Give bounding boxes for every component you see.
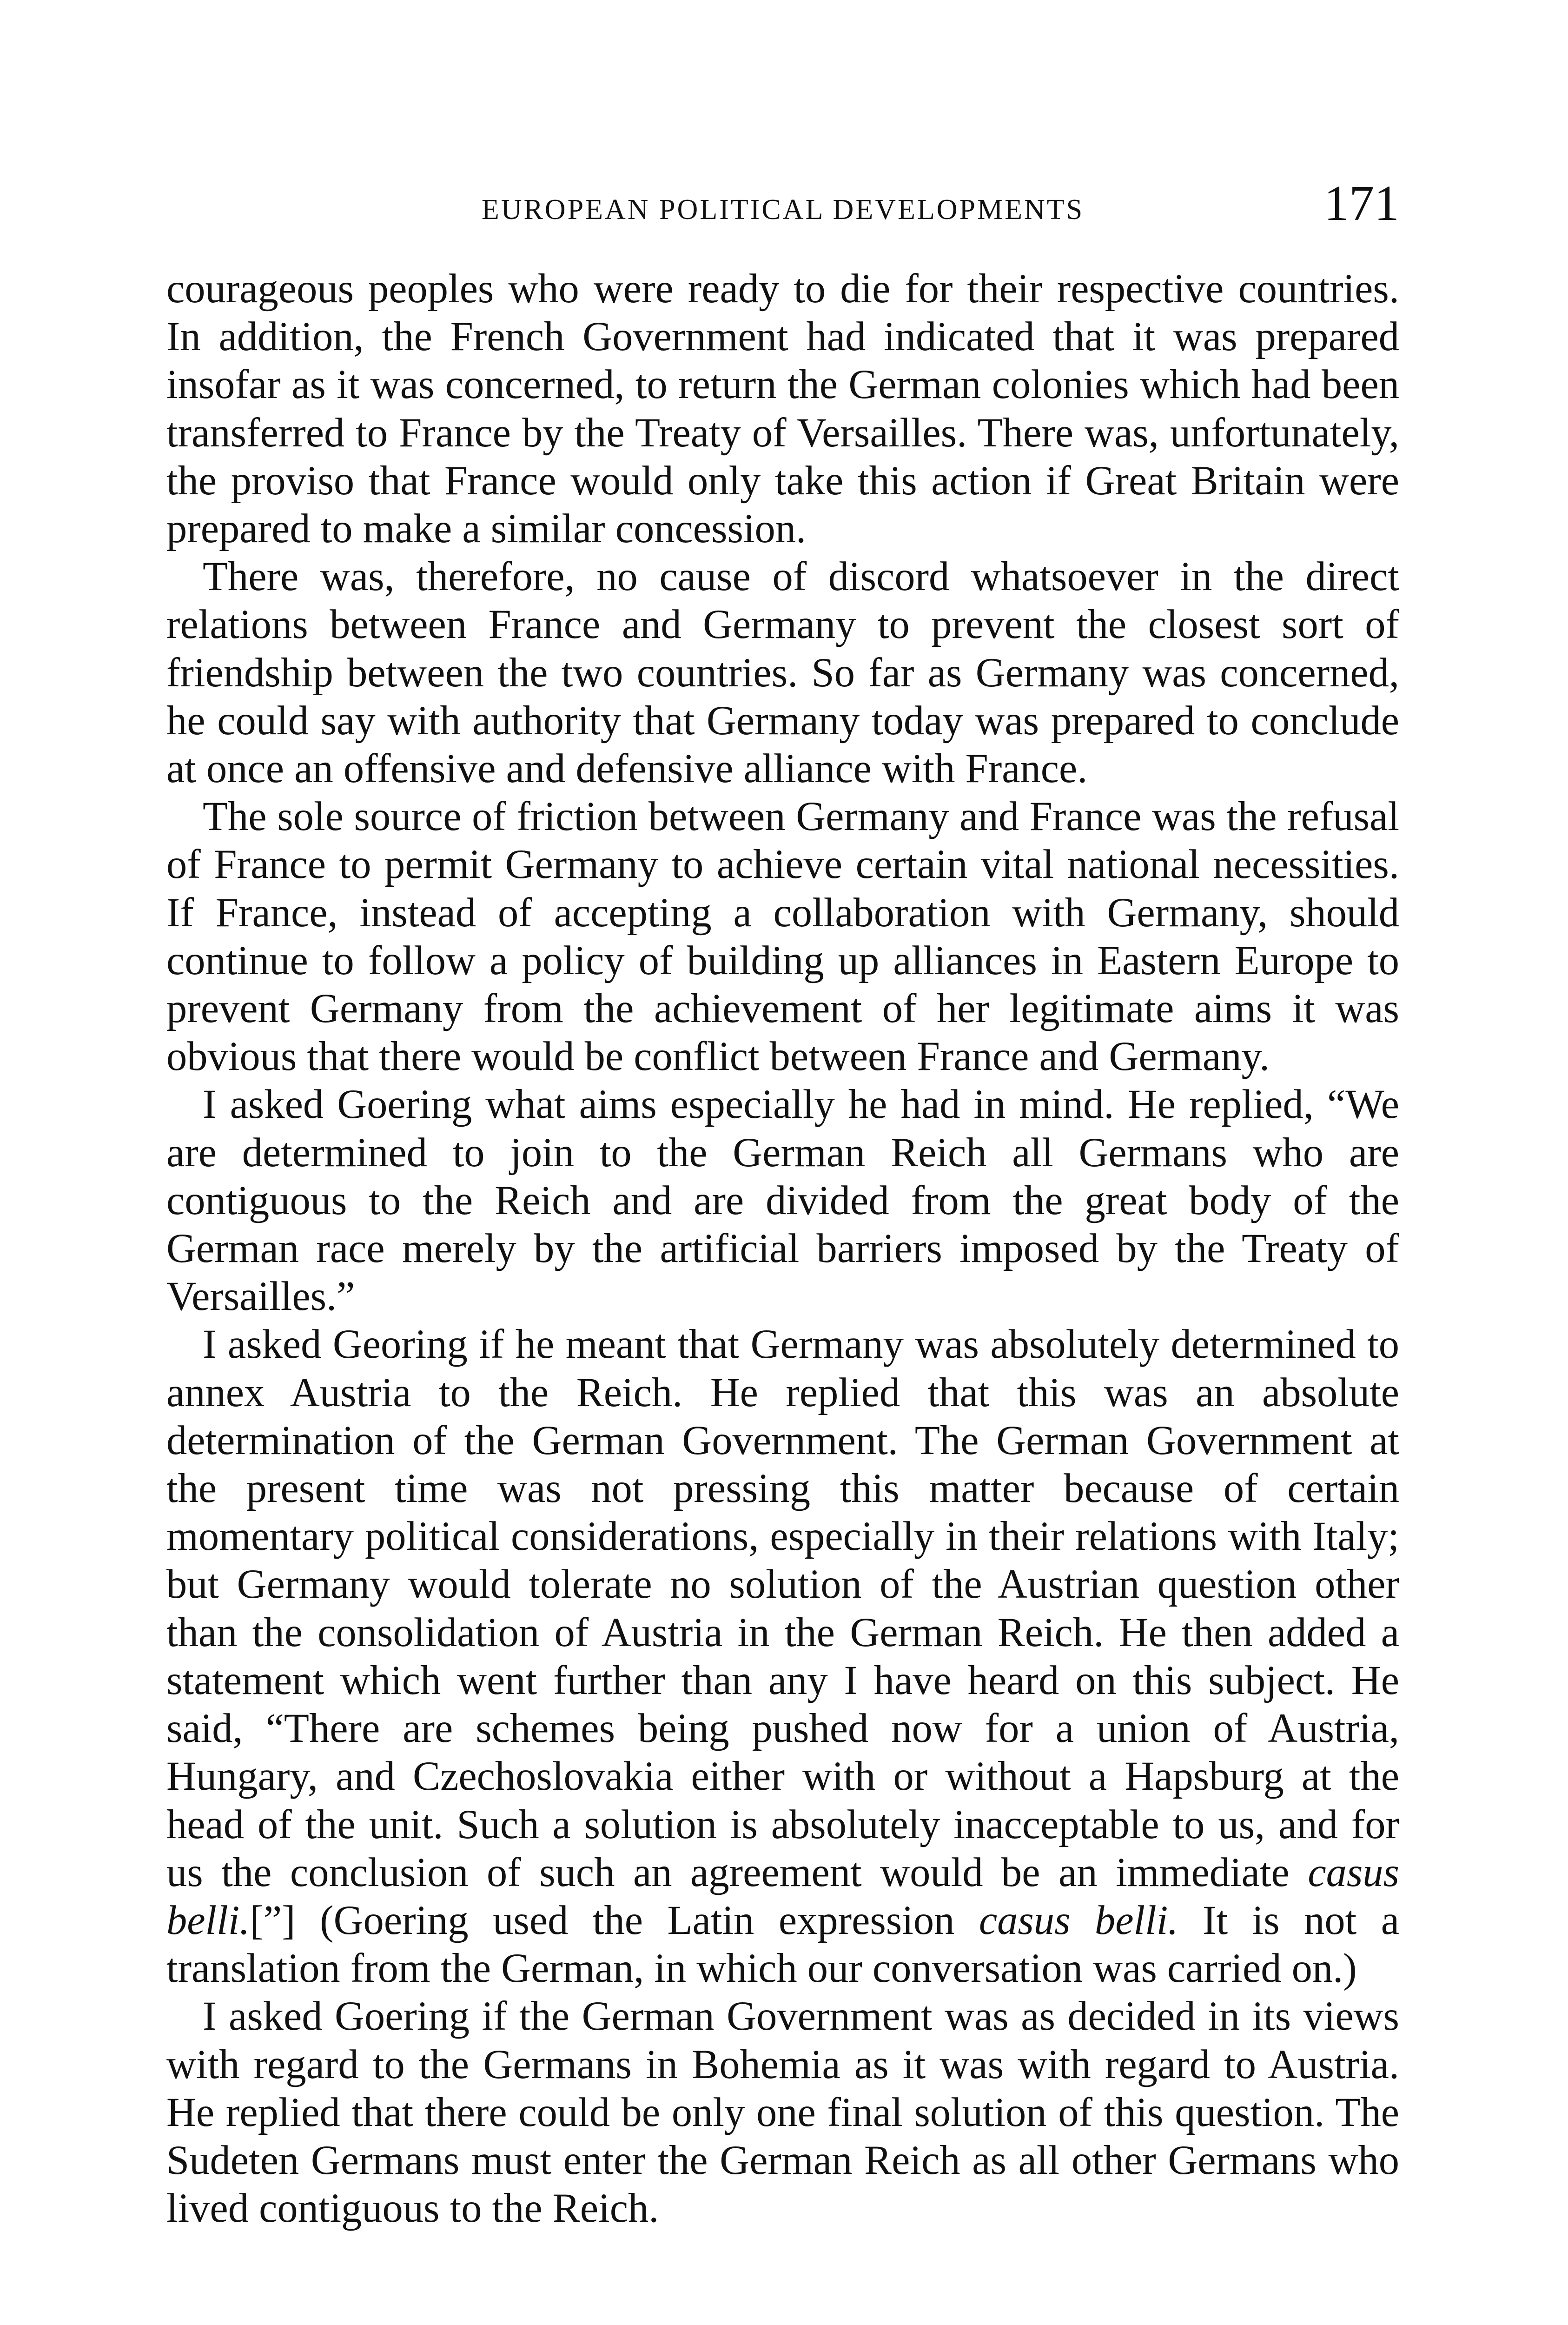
austria-italic-casus-belli-1: casus belli. <box>166 1849 1399 1943</box>
paragraph-friction: The sole source of friction between Germany and France was the refusal of France to permit Germany to achieve certain vital national necessities. If France, instead of accepting a collaboration with Germany, should continue to follow a policy of building up alliances in Eastern Europe to prevent Germany from the achievement of her legitimate aims it was obvious that there would be conflict between France and Germany. <box>166 794 1399 1080</box>
page-number: 171 <box>1324 176 1399 231</box>
running-head: EUROPEAN POLITICAL DEVELOPMENTS <box>481 194 1085 226</box>
paragraph-no-discord: There was, therefore, no cause of discord whatsoever in the direct relations between France and Germany to prevent the closest sort of friendship between the two countries. So far as Germany was concerned, he could say with authority that Germany today was prepared to conclude at once an offensive and defensive alliance with France. <box>166 554 1399 792</box>
page-header <box>166 176 1399 246</box>
austria-text-part-2: [”] (Goering used the Latin expression <box>250 1897 979 1943</box>
austria-text-part-1: I asked Georing if he meant that Germany was absolutely determined to annex Austria to the Reich. He replied that this was an absolute determination of the German Government. The German Government at the present time was not pressing this matter because of certain momentary political considerations, especially in their relations with Italy; but Germany would tolerate no solution of the Austrian question other than the consolidation of Austria in the German Reich. He then added a statement which went further than any I have heard on this subject. He said, “There are schemes being pushed now for a union of Austria, Hungary, and Czechoslovakia either with or without a Hapsburg at the head of the unit. Such a solution is absolutely inacceptable to us, and for us the conclusion of such an agreement would be an immediate <box>166 1322 1399 1895</box>
paragraph-continued: courageous peoples who were ready to die for their respective countries. In addition, the French Government had indicated that it was prepared insofar as it was concerned, to return the German colonies which had been transferred to France by the Treaty of Versailles. There was, unfortunately, the proviso that France would only take this action if Great Britain were prepared to make a similar concession. <box>166 266 1399 552</box>
austria-italic-casus-belli-2: casus belli. <box>979 1897 1178 1943</box>
paragraph-austria <box>166 1321 1399 1993</box>
austria-text-part-3: It is not a translation from the German, in which our conversation was carried on.) <box>166 1897 1399 1992</box>
paragraph-aims: I asked Goering what aims especially he had in mind. He replied, “We are determined to join to the German Reich all Germans who are contiguous to the Reich and are divided from the great body of the German race merely by the artificial barriers imposed by the Treaty of Versailles.” <box>166 1082 1399 1320</box>
body-text <box>166 265 1399 2232</box>
paragraph-bohemia: I asked Goering if the German Government was as decided in its views with regard to the Germans in Bohemia as it was with regard to Austria. He replied that there could be only one final solution of this question. The Sudeten Germans must enter the German Reich as all other Germans who lived contiguous to the Reich. <box>166 1993 1399 2232</box>
